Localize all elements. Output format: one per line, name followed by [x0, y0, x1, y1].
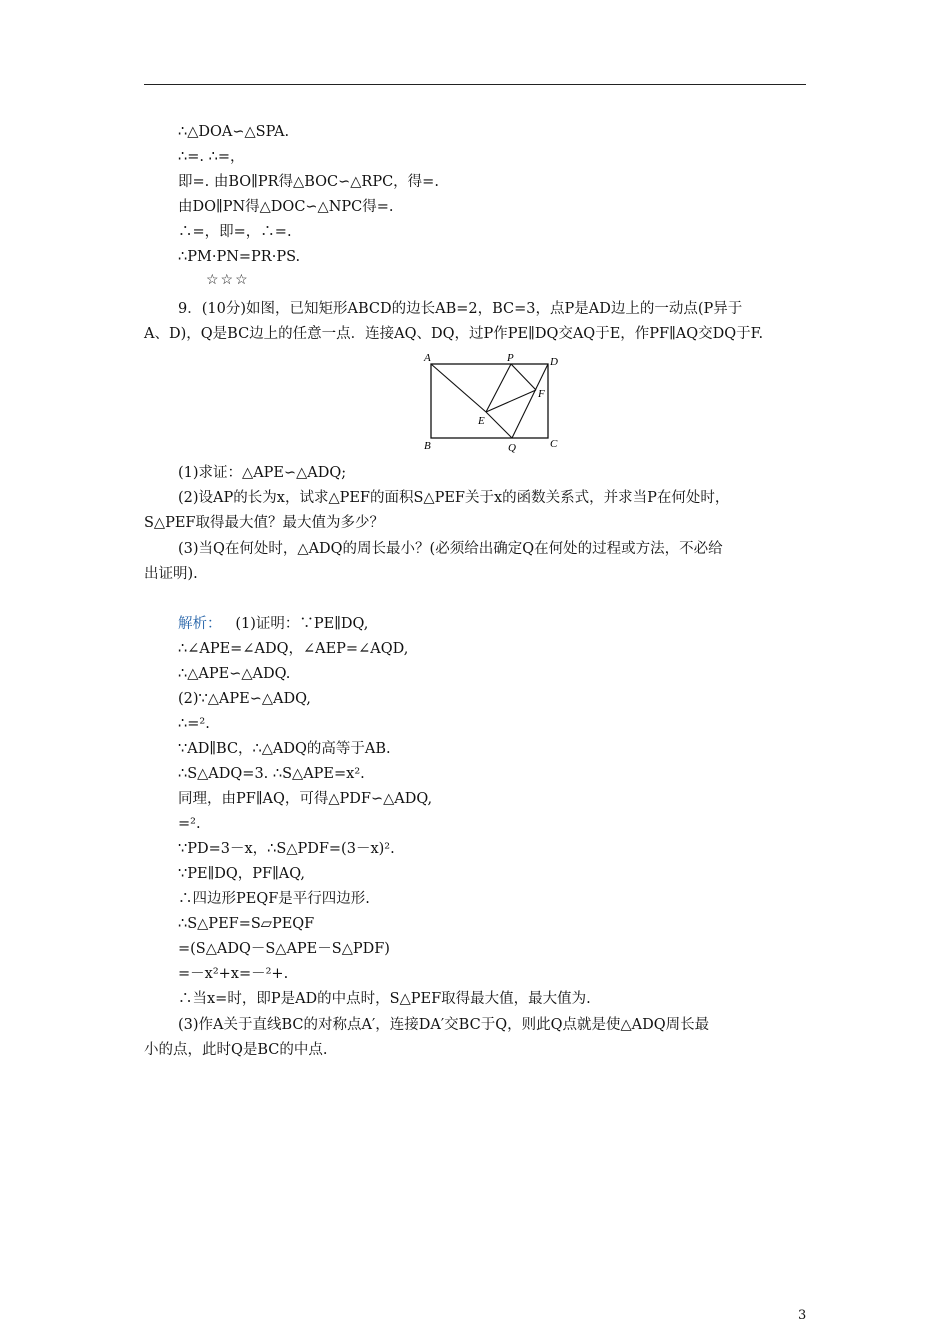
segment-pf: [511, 364, 536, 390]
answer-line-3: ∴△APE∽△ADQ.: [178, 666, 291, 682]
header-rule: [144, 84, 806, 85]
problem-line-2: A、D)，Q是BC边上的任意一点．连接AQ、DQ，过P作PE∥DQ交AQ于E，作PF∥AQ交DQ于F.: [144, 326, 764, 342]
proof-line-2: ∴=. ∴=，: [178, 149, 245, 165]
label-c: C: [550, 438, 558, 450]
answer-line-13: ∴S△PEF=S▱PEQF: [178, 916, 315, 932]
answer-line-4: (2)∵△APE∽△ADQ,: [178, 691, 311, 707]
answer-line-11: ∵PE∥DQ，PF∥AQ,: [178, 866, 306, 882]
answer-line-5: ∴=².: [178, 716, 210, 732]
proof-line-3: 即=. 由BO∥PR得△BOC∽△RPC，得=.: [178, 174, 439, 190]
label-q: Q: [508, 442, 516, 454]
proof-line-1: ∴△DOA∽△SPA.: [178, 124, 290, 140]
segment-pe: [486, 364, 511, 412]
segment-qd: [512, 364, 548, 438]
label-a: A: [424, 352, 431, 364]
answer-line-17a: (3)作A关于直线BC的对称点A′，连接DA′交BC于Q，则此Q点就是使△ADQ周长最: [178, 1017, 710, 1033]
proof-line-4: 由DO∥PN得△DOC∽△NPC得=.: [178, 199, 394, 215]
question-1: (1)求证：△APE∽△ADQ;: [178, 465, 347, 481]
label-f: F: [538, 388, 545, 400]
proof-line-6: ∴PM·PN=PR·PS.: [178, 249, 301, 265]
page-number: 3: [798, 1308, 807, 1323]
label-p: P: [507, 352, 514, 364]
answer-line-14: =(S△ADQ－S△APE－S△PDF): [178, 941, 390, 957]
question-2-line-1: (2)设AP的长为x，试求△PEF的面积S△PEF关于x的函数关系式，并求当P在何处时，: [178, 490, 730, 506]
problem-line-1: 9．(10分)如图，已知矩形ABCD的边长AB=2，BC=3，点P是AD边上的一动点(P异于: [178, 301, 743, 317]
answer-line-15: =－x²+x=－²+.: [178, 966, 289, 982]
answer-line-12: ∴四边形PEQF是平行四边形.: [178, 891, 370, 907]
answer-text-1: (1)证明：∵PE∥DQ,: [235, 616, 369, 632]
question-3-line-2: 出证明).: [144, 566, 198, 582]
difficulty-stars: ☆☆☆: [206, 272, 250, 288]
label-b: B: [424, 440, 431, 452]
answer-line-16: ∴当x=时，即P是AD的中点时，S△PEF取得最大值，最大值为.: [178, 991, 591, 1007]
answer-label: 解析：: [178, 616, 222, 632]
segment-ef: [486, 390, 536, 412]
question-3-line-1: (3)当Q在何处时，△ADQ的周长最小？(必须给出确定Q在何处的过程或方法，不必给: [178, 541, 723, 557]
answer-line-2: ∴∠APE=∠ADQ，∠AEP=∠AQD,: [178, 641, 409, 657]
answer-line-17b: 小的点，此时Q是BC的中点.: [144, 1042, 328, 1058]
geometry-figure: [418, 350, 568, 456]
answer-line-1: [178, 615, 368, 633]
answer-line-9: =².: [178, 816, 201, 832]
proof-line-5: ∴=，即=，∴=.: [178, 224, 292, 240]
segment-eq: [486, 412, 512, 438]
answer-line-7: ∴S△ADQ=3. ∴S△APE=x².: [178, 766, 365, 782]
answer-line-6: ∵AD∥BC，∴△ADQ的高等于AB.: [178, 741, 391, 757]
answer-line-8: 同理，由PF∥AQ，可得△PDF∽△ADQ,: [178, 791, 433, 807]
segment-ae: [431, 364, 486, 412]
question-2-line-2: S△PEF取得最大值？最大值为多少？: [144, 515, 384, 531]
label-e: E: [478, 415, 485, 427]
answer-line-10: ∵PD=3－x，∴S△PDF=(3－x)².: [178, 841, 395, 857]
label-d: D: [550, 356, 558, 368]
